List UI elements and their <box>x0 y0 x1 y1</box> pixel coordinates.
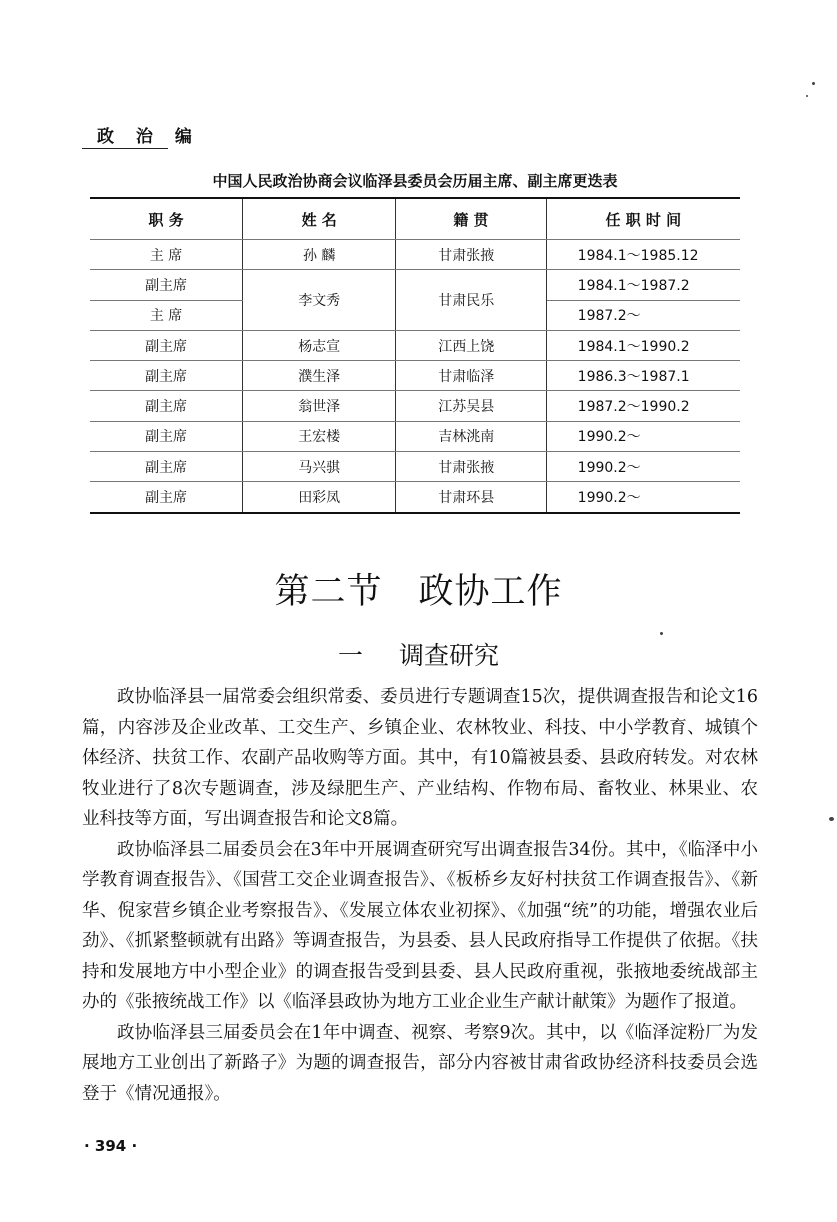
cell-position: 副主席 <box>90 330 243 360</box>
scan-speck <box>812 82 815 85</box>
cell-term: 1986.3～1987.1 <box>546 361 740 391</box>
scan-speck <box>829 817 834 821</box>
page-number: · 394 · <box>84 1137 138 1155</box>
scan-speck <box>806 95 808 97</box>
cell-origin: 吉林洮南 <box>396 421 546 451</box>
table-row <box>90 482 740 513</box>
running-head: 政 治 编 <box>97 127 200 147</box>
header-name: 姓 名 <box>243 198 396 240</box>
cell-origin: 江西上饶 <box>396 330 546 360</box>
cell-position: 副主席 <box>90 391 243 421</box>
cell-position: 副主席 <box>90 361 243 391</box>
cell-origin: 甘肃临泽 <box>396 361 546 391</box>
cell-position: 主 席 <box>90 240 243 270</box>
cell-name: 李文秀 <box>243 270 396 331</box>
cell-origin: 甘肃张掖 <box>396 452 546 482</box>
cell-term: 1990.2～ <box>546 452 740 482</box>
paragraph: 政协临泽县二届委员会在3年中开展调查研究写出调查报告34份。其中，《临泽中小学教育调查报告》、《国营工交企业调查报告》、《板桥乡友好村扶贫工作调查报告》、《新华、倪家营乡镇企业考察报告》、《发展立体农业初探》、《加强“统”的功能，增强农业后劲》、《抓紧整顿就有出路》等调查报告，为县委、县人民政府指导工作提供了依据。《扶持和发展地方中小型企业》的调查报告受到县委、县人民政府重视，张掖地委统战部主办的《张掖统战工作》以《临泽县政协为地方工业企业生产献计献策》为题作了报道。 <box>82 839 758 1012</box>
paragraph: 政协临泽县三届委员会在1年中调查、视察、考察9次。其中，以《临泽淀粉厂为发展地方工业创出了新路子》为题的调查报告，部分内容被甘肃省政协经济科技委员会选登于《情况通报》。 <box>82 1022 758 1104</box>
table-row <box>90 330 740 360</box>
cell-origin: 甘肃环县 <box>396 482 546 513</box>
cell-term: 1990.2～ <box>546 421 740 451</box>
cell-term: 1984.1～1987.2 <box>546 270 740 300</box>
cell-name: 王宏楼 <box>243 421 396 451</box>
paragraph: 政协临泽县一届常委会组织常委、委员进行专题调查15次，提供调查报告和论文16篇，内容涉及企业改革、工交生产、乡镇企业、农林牧业、科技、中小学教育、城镇个体经济、扶贫工作、农副产品收购等方面。其中，有10篇被县委、县政府转发。对农林牧业进行了8次专题调查，涉及绿肥生产、产业结构、作物布局、畜牧业、林果业、农业科技等方面，写出调查报告和论文8篇。 <box>82 687 758 829</box>
table-row <box>90 421 740 451</box>
officers-table <box>90 197 740 514</box>
cell-term: 1990.2～ <box>546 482 740 513</box>
cell-position: 主 席 <box>90 300 243 330</box>
cell-position: 副主席 <box>90 270 243 300</box>
table-row <box>90 270 740 300</box>
body-text <box>82 682 758 1109</box>
cell-term: 1984.1～1990.2 <box>546 330 740 360</box>
table-row <box>90 391 740 421</box>
cell-name: 孙 麟 <box>243 240 396 270</box>
header-term: 任 职 时 间 <box>546 198 740 240</box>
cell-name: 濮生泽 <box>243 361 396 391</box>
cell-name: 马兴骐 <box>243 452 396 482</box>
section-title: 第二节 政协工作 <box>274 572 563 612</box>
table-row <box>90 361 740 391</box>
header-origin: 籍 贯 <box>396 198 546 240</box>
table-row <box>90 452 740 482</box>
cell-name: 杨志宣 <box>243 330 396 360</box>
cell-position: 副主席 <box>90 421 243 451</box>
cell-origin: 甘肃民乐 <box>396 270 546 331</box>
cell-position: 副主席 <box>90 452 243 482</box>
running-head-rule <box>82 148 168 149</box>
scan-speck <box>660 632 663 635</box>
cell-origin: 江苏吴县 <box>396 391 546 421</box>
cell-term: 1984.1～1985.12 <box>546 240 740 270</box>
cell-position: 副主席 <box>90 482 243 513</box>
cell-name: 田彩凤 <box>243 482 396 513</box>
cell-origin: 甘肃张掖 <box>396 240 546 270</box>
table-row <box>90 240 740 270</box>
header-position: 职 务 <box>90 198 243 240</box>
subsection-number: 一 <box>337 641 363 670</box>
table-title: 中国人民政治协商会议临泽县委员会历届主席、副主席更迭表 <box>212 172 618 190</box>
cell-term: 1987.2～1990.2 <box>546 391 740 421</box>
table-header-row <box>90 198 740 240</box>
subsection-heading: 调查研究 <box>399 641 500 670</box>
cell-term: 1987.2～ <box>546 300 740 330</box>
cell-name: 翁世泽 <box>243 391 396 421</box>
subsection-title <box>0 636 837 672</box>
